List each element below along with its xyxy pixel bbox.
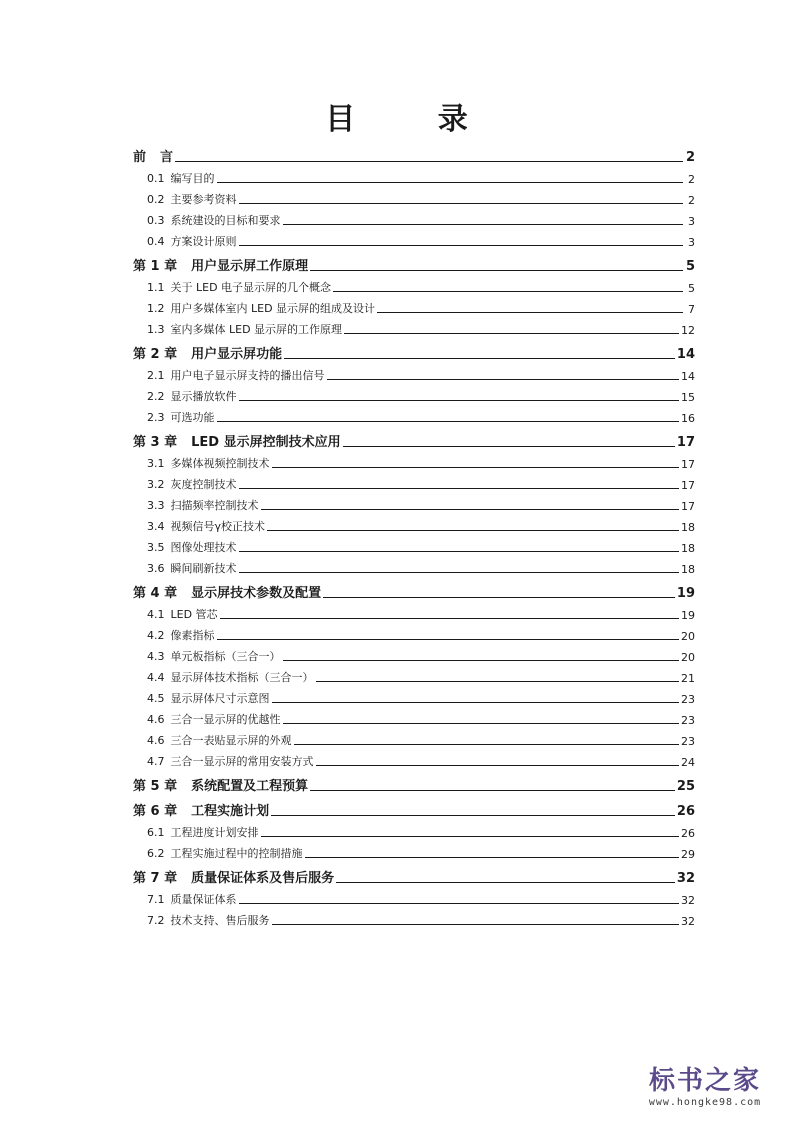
toc-section-title: 视频信号γ校正技术 bbox=[170, 520, 266, 533]
toc-page-number: 23 bbox=[681, 735, 695, 748]
toc-page-number: 29 bbox=[681, 848, 695, 861]
toc-chapter-title: 言 bbox=[160, 150, 174, 165]
toc-section-label bbox=[147, 300, 375, 316]
page-title: 目 录 bbox=[325, 102, 504, 137]
toc-section-number: 4.6 bbox=[147, 713, 165, 726]
toc-page-number: 2 bbox=[688, 173, 695, 186]
toc-leader-line bbox=[327, 379, 680, 380]
toc-chapter-label bbox=[133, 146, 173, 165]
toc-page-number: 18 bbox=[681, 542, 695, 555]
toc-leader-line bbox=[344, 333, 679, 334]
toc-section-title: 可选功能 bbox=[170, 411, 215, 424]
toc-page-number: 32 bbox=[681, 915, 695, 928]
toc-section-label bbox=[147, 212, 281, 228]
toc-section-title: 单元板指标（三合一） bbox=[170, 650, 281, 663]
toc-section-entry[interactable] bbox=[133, 601, 695, 622]
toc-leader-line bbox=[272, 924, 680, 925]
toc-page-number: 19 bbox=[681, 609, 695, 622]
toc-leader-line bbox=[239, 400, 680, 401]
toc-section-title: 瞬间刷新技术 bbox=[170, 562, 237, 575]
toc-section-number: 3.1 bbox=[147, 457, 165, 470]
toc-page-number: 20 bbox=[681, 630, 695, 643]
toc-leader-line bbox=[333, 291, 683, 292]
toc-section-number: 7.2 bbox=[147, 914, 165, 927]
toc-page-number: 17 bbox=[681, 500, 695, 513]
toc-chapter-entry[interactable] bbox=[133, 430, 695, 450]
toc-chapter-number: 第 5 章 bbox=[133, 779, 178, 794]
toc-leader-line bbox=[343, 446, 675, 447]
toc-section-entry[interactable] bbox=[133, 295, 695, 316]
toc-section-entry[interactable] bbox=[133, 622, 695, 643]
toc-chapter-entry[interactable] bbox=[133, 254, 695, 274]
toc-leader-line bbox=[284, 358, 675, 359]
toc-section-title: 三合一表贴显示屏的外观 bbox=[170, 734, 292, 747]
toc-chapter-number: 第 1 章 bbox=[133, 259, 178, 274]
toc-chapter-label bbox=[133, 582, 321, 601]
toc-page-number: 26 bbox=[681, 827, 695, 840]
toc-section-title: 编写目的 bbox=[170, 172, 215, 185]
toc-leader-line bbox=[283, 723, 680, 724]
table-of-contents bbox=[133, 145, 695, 933]
toc-section-number: 3.6 bbox=[147, 562, 165, 575]
toc-section-title: 图像处理技术 bbox=[170, 541, 237, 554]
toc-chapter-title: 质量保证体系及售后服务 bbox=[191, 871, 335, 886]
toc-section-label bbox=[147, 648, 281, 664]
toc-page-number: 23 bbox=[681, 714, 695, 727]
toc-section-title: 工程实施过程中的控制措施 bbox=[170, 847, 303, 860]
toc-chapter-entry[interactable] bbox=[133, 342, 695, 362]
toc-section-title: 系统建设的目标和要求 bbox=[170, 214, 281, 227]
toc-section-number: 3.5 bbox=[147, 541, 165, 554]
toc-chapter-title: 显示屏技术参数及配置 bbox=[191, 586, 322, 601]
toc-leader-line bbox=[217, 639, 680, 640]
toc-section-number: 4.1 bbox=[147, 608, 165, 621]
toc-page-number: 18 bbox=[681, 563, 695, 576]
toc-page-number: 17 bbox=[681, 479, 695, 492]
toc-section-label bbox=[147, 824, 259, 840]
toc-chapter-label bbox=[133, 867, 334, 886]
toc-page-number: 20 bbox=[681, 651, 695, 664]
toc-section-title: 质量保证体系 bbox=[170, 893, 237, 906]
toc-section-number: 1.3 bbox=[147, 323, 165, 336]
toc-chapter-title: 系统配置及工程预算 bbox=[191, 779, 309, 794]
toc-section-number: 3.4 bbox=[147, 520, 165, 533]
toc-section-title: 三合一显示屏的优越性 bbox=[170, 713, 281, 726]
toc-chapter-number: 第 4 章 bbox=[133, 586, 178, 601]
watermark-url: www.hongke98.com bbox=[648, 1097, 762, 1108]
toc-section-label bbox=[147, 711, 281, 727]
watermark-logo: 标书之家 bbox=[648, 1066, 761, 1096]
toc-section-number: 2.2 bbox=[147, 390, 165, 403]
toc-chapter-label bbox=[133, 800, 269, 819]
toc-section-number: 4.5 bbox=[147, 692, 165, 705]
toc-leader-line bbox=[377, 312, 683, 313]
toc-section-entry[interactable] bbox=[133, 555, 695, 576]
toc-chapter bbox=[133, 430, 695, 576]
toc-page-number: 26 bbox=[676, 804, 695, 819]
toc-section-label bbox=[147, 170, 215, 186]
toc-page-number: 24 bbox=[681, 756, 695, 769]
toc-section-label bbox=[147, 455, 270, 471]
toc-page-number: 2 bbox=[685, 150, 695, 165]
toc-section-label bbox=[147, 732, 292, 748]
toc-section-entry[interactable] bbox=[133, 274, 695, 295]
toc-section-label bbox=[147, 560, 237, 576]
toc-leader-line bbox=[310, 270, 683, 271]
toc-section-entry[interactable] bbox=[133, 748, 695, 769]
toc-leader-line bbox=[220, 618, 679, 619]
toc-section-label bbox=[147, 388, 237, 404]
toc-section-entry[interactable] bbox=[133, 471, 695, 492]
toc-section-title: 扫描频率控制技术 bbox=[170, 499, 259, 512]
toc-chapter bbox=[133, 342, 695, 425]
toc-chapter-title: 用户显示屏功能 bbox=[191, 347, 283, 362]
toc-section-entry[interactable] bbox=[133, 316, 695, 337]
toc-section-label bbox=[147, 627, 215, 643]
toc-chapter-title: 用户显示屏工作原理 bbox=[191, 259, 309, 274]
toc-chapter-number: 第 3 章 bbox=[133, 435, 178, 450]
toc-section-entry[interactable] bbox=[133, 513, 695, 534]
toc-page-number: 7 bbox=[688, 303, 695, 316]
toc-page-number: 17 bbox=[676, 435, 695, 450]
toc-section-title: 用户电子显示屏支持的播出信号 bbox=[170, 369, 325, 382]
toc-leader-line bbox=[310, 790, 675, 791]
toc-chapter-number: 第 6 章 bbox=[133, 804, 178, 819]
toc-chapter bbox=[133, 145, 695, 249]
toc-section-entry[interactable] bbox=[133, 727, 695, 748]
toc-section-title: 显示播放软件 bbox=[170, 390, 237, 403]
toc-chapter-entry[interactable] bbox=[133, 774, 695, 794]
toc-section-label bbox=[147, 233, 237, 249]
toc-section-entry[interactable] bbox=[133, 492, 695, 513]
toc-section-title: LED 管芯 bbox=[170, 608, 218, 621]
toc-chapter-entry[interactable] bbox=[133, 866, 695, 886]
toc-section-label bbox=[147, 539, 237, 555]
toc-leader-line bbox=[239, 572, 680, 573]
toc-section-number: 2.3 bbox=[147, 411, 165, 424]
toc-section-number: 1.1 bbox=[147, 281, 165, 294]
toc-section-label bbox=[147, 367, 325, 383]
toc-section-title: 关于 LED 电子显示屏的几个概念 bbox=[170, 281, 332, 294]
toc-section-number: 4.4 bbox=[147, 671, 165, 684]
toc-leader-line bbox=[239, 245, 684, 246]
toc-section-number: 0.3 bbox=[147, 214, 165, 227]
toc-section-title: 显示屏体尺寸示意图 bbox=[170, 692, 270, 705]
toc-section-entry[interactable] bbox=[133, 362, 695, 383]
toc-section-entry[interactable] bbox=[133, 228, 695, 249]
toc-section-entry[interactable] bbox=[133, 186, 695, 207]
toc-leader-line bbox=[261, 509, 680, 510]
toc-page-number: 15 bbox=[681, 391, 695, 404]
toc-section-title: 用户多媒体室内 LED 显示屏的组成及设计 bbox=[170, 302, 376, 315]
toc-section-number: 1.2 bbox=[147, 302, 165, 315]
toc-section-entry[interactable] bbox=[133, 706, 695, 727]
toc-page-number: 12 bbox=[681, 324, 695, 337]
toc-section-entry[interactable] bbox=[133, 450, 695, 471]
toc-page-number: 18 bbox=[681, 521, 695, 534]
toc-section-label bbox=[147, 753, 314, 769]
toc-page-number: 23 bbox=[681, 693, 695, 706]
toc-section-label bbox=[147, 845, 303, 861]
toc-chapter-entry[interactable] bbox=[133, 799, 695, 819]
toc-section-title: 主要参考资料 bbox=[170, 193, 237, 206]
toc-section-label bbox=[147, 409, 215, 425]
toc-section-title: 像素指标 bbox=[170, 629, 215, 642]
toc-section-number: 4.2 bbox=[147, 629, 165, 642]
toc-leader-line bbox=[283, 660, 680, 661]
toc-chapter-label bbox=[133, 775, 308, 794]
toc-page-number: 14 bbox=[676, 347, 695, 362]
toc-chapter-entry[interactable] bbox=[133, 145, 695, 165]
toc-section-number: 4.3 bbox=[147, 650, 165, 663]
watermark bbox=[635, 1060, 775, 1108]
toc-leader-line bbox=[316, 765, 680, 766]
toc-page-number: 5 bbox=[685, 259, 695, 274]
toc-leader-line bbox=[305, 857, 680, 858]
toc-page-number: 19 bbox=[676, 586, 695, 601]
toc-leader-line bbox=[239, 203, 684, 204]
toc-leader-line bbox=[283, 224, 684, 225]
toc-section-title: 多媒体视频控制技术 bbox=[170, 457, 270, 470]
toc-page-number: 5 bbox=[688, 282, 695, 295]
toc-chapter bbox=[133, 866, 695, 928]
toc-page-number: 14 bbox=[681, 370, 695, 383]
toc-leader-line bbox=[272, 467, 680, 468]
toc-section-number: 6.2 bbox=[147, 847, 165, 860]
toc-leader-line bbox=[267, 530, 679, 531]
toc-chapter-number: 第 2 章 bbox=[133, 347, 178, 362]
toc-section-entry[interactable] bbox=[133, 685, 695, 706]
toc-section-title: 工程进度计划安排 bbox=[170, 826, 259, 839]
toc-section-label bbox=[147, 321, 342, 337]
toc-page-number: 3 bbox=[688, 236, 695, 249]
toc-section-number: 4.7 bbox=[147, 755, 165, 768]
toc-page-number: 21 bbox=[681, 672, 695, 685]
toc-page-number: 16 bbox=[681, 412, 695, 425]
toc-section-title: 灰度控制技术 bbox=[170, 478, 237, 491]
toc-chapter-label bbox=[133, 431, 341, 450]
toc-chapter-label bbox=[133, 255, 308, 274]
toc-section-title: 方案设计原则 bbox=[170, 235, 237, 248]
toc-leader-line bbox=[175, 161, 683, 162]
toc-section-title: 三合一显示屏的常用安装方式 bbox=[170, 755, 314, 768]
toc-leader-line bbox=[272, 702, 680, 703]
toc-chapter bbox=[133, 581, 695, 769]
toc-section-label bbox=[147, 191, 237, 207]
toc-leader-line bbox=[239, 903, 680, 904]
toc-section-entry[interactable] bbox=[133, 383, 695, 404]
toc-leader-line bbox=[239, 551, 680, 552]
toc-section-label bbox=[147, 669, 314, 685]
toc-section-entry[interactable] bbox=[133, 534, 695, 555]
toc-page-number: 32 bbox=[676, 871, 695, 886]
toc-section-number: 3.2 bbox=[147, 478, 165, 491]
toc-page-number: 3 bbox=[688, 215, 695, 228]
toc-chapter-title: 工程实施计划 bbox=[191, 804, 270, 819]
toc-section-title: 室内多媒体 LED 显示屏的工作原理 bbox=[170, 323, 343, 336]
toc-leader-line bbox=[217, 182, 684, 183]
toc-section-number: 6.1 bbox=[147, 826, 165, 839]
toc-section-label bbox=[147, 690, 270, 706]
toc-section-number: 7.1 bbox=[147, 893, 165, 906]
toc-leader-line bbox=[217, 421, 680, 422]
toc-section-entry[interactable] bbox=[133, 643, 695, 664]
toc-chapter-label bbox=[133, 343, 282, 362]
toc-chapter-entry[interactable] bbox=[133, 581, 695, 601]
toc-section-label bbox=[147, 476, 237, 492]
toc-section-entry[interactable] bbox=[133, 664, 695, 685]
toc-section-number: 0.2 bbox=[147, 193, 165, 206]
toc-section-label bbox=[147, 518, 265, 534]
toc-section-label bbox=[147, 497, 259, 513]
toc-section-label bbox=[147, 606, 218, 622]
toc-leader-line bbox=[336, 882, 675, 883]
toc-page-number: 25 bbox=[676, 779, 695, 794]
toc-section-title: 显示屏体技术指标（三合一） bbox=[170, 671, 314, 684]
toc-chapter-number: 前 bbox=[133, 150, 147, 165]
toc-page-number: 32 bbox=[681, 894, 695, 907]
toc-section-number: 3.3 bbox=[147, 499, 165, 512]
toc-section-number: 0.1 bbox=[147, 172, 165, 185]
toc-section-label bbox=[147, 279, 331, 295]
toc-section-number: 0.4 bbox=[147, 235, 165, 248]
toc-section-entry[interactable] bbox=[133, 165, 695, 186]
toc-leader-line bbox=[323, 597, 675, 598]
toc-page-number: 2 bbox=[688, 194, 695, 207]
toc-chapter-title: LED 显示屏控制技术应用 bbox=[191, 435, 341, 450]
toc-section-entry[interactable] bbox=[133, 207, 695, 228]
toc-section-entry[interactable] bbox=[133, 819, 695, 840]
toc-section-label bbox=[147, 912, 270, 928]
toc-chapter bbox=[133, 799, 695, 861]
toc-section-label bbox=[147, 891, 237, 907]
toc-section-title: 技术支持、售后服务 bbox=[170, 914, 270, 927]
toc-section-number: 4.6 bbox=[147, 734, 165, 747]
toc-chapter bbox=[133, 254, 695, 337]
toc-leader-line bbox=[294, 744, 680, 745]
toc-leader-line bbox=[261, 836, 680, 837]
toc-section-entry[interactable] bbox=[133, 886, 695, 907]
toc-page-number: 17 bbox=[681, 458, 695, 471]
toc-leader-line bbox=[271, 815, 675, 816]
toc-section-number: 2.1 bbox=[147, 369, 165, 382]
toc-chapter-number: 第 7 章 bbox=[133, 871, 178, 886]
toc-section-entry[interactable] bbox=[133, 404, 695, 425]
toc-leader-line bbox=[239, 488, 680, 489]
toc-section-entry[interactable] bbox=[133, 840, 695, 861]
toc-section-entry[interactable] bbox=[133, 907, 695, 928]
toc-chapter bbox=[133, 774, 695, 794]
toc-leader-line bbox=[316, 681, 680, 682]
